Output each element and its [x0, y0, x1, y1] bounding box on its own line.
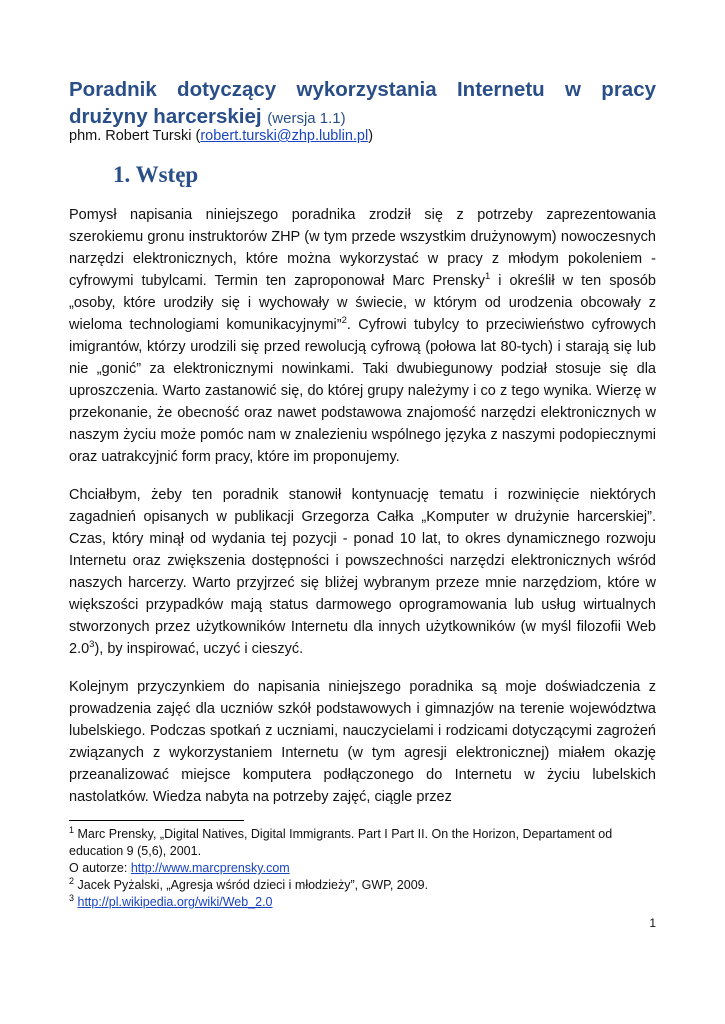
author-suffix: ) [368, 128, 374, 144]
footnotes-section [69, 826, 656, 911]
document-title [69, 76, 656, 132]
paragraph-continuation [69, 484, 656, 660]
footnote-2 [69, 877, 656, 894]
footnote-separator [69, 820, 244, 821]
footnote-text: Marc Prensky, „Digital Natives, Digital Immigrants. Part I Part II. On the Horizon, Departament od education 9 (5,6), 2001. [69, 827, 613, 858]
footnote-1-author [69, 860, 656, 877]
footnote-author-label: O autorze: [69, 861, 131, 875]
section-heading: 1. Wstęp [113, 162, 199, 187]
document-title-main: Poradnik dotyczący wykorzystania Internetu w pracy drużyny harcerskiej [69, 78, 656, 128]
paragraph-text: Pomysł napisania niniejszego poradnika zrodził się z potrzeby zaprezentowania szerokiemu gronu instruktorów ZHP (w tym przede wszystkim drużynowym) nowoczesnych narzędzi elektronicznych, które można wykorzystać w pracy z młodym pokoleniem - cyfrowymi tubylcami. Termin ten zaproponował Marc Prensky [69, 207, 656, 289]
footnote-3 [69, 894, 656, 911]
wikipedia-web20-link[interactable]: http://pl.wikipedia.org/wiki/Web_2.0 [77, 895, 273, 909]
document-version: (wersja 1.1) [267, 110, 346, 127]
prensky-link[interactable]: http://www.marcprensky.com [130, 861, 290, 875]
footnote-ref-2[interactable]: 2 [341, 315, 347, 327]
paragraph-text: Kolejnym przyczynkiem do napisania niniejszego poradnika są moje doświadczenia z prowadzenia zajęć dla uczniów szkół podstawowych i gimnazjów na terenie województwa lubelskiego. Podczas spotkań z uczniami, nauczycielami i rodzicami dotyczącymi zagrożeń związanych z wykorzystaniem Internetu (w tym agresji elektronicznej) miałem okazję przeanalizować miejsce komputera podłączonego do Internetu w życiu lubelskich nastolatków. Wiedza nabyta na potrzeby zajęć, ciągle przez [69, 679, 656, 805]
footnote-number: 3 [69, 892, 75, 903]
footnote-number: 1 [69, 824, 75, 835]
paragraph-text: . Cyfrowi tubylcy to przeciwieństwo cyfrowych imigrantów, którzy urodzili się przed rewolucją cyfrową (połowa lat 80-tych) i starają się lub nie „gonić” za elektronicznymi nowinkami. Taki dwubiegunowy podział stosuje się dla uproszczenia. Warto zastanowić się, do której grupy należymy i co z tego wynika. Wierzę w przekonanie, że obecność oraz nawet podstawowa znajomość narzędzi elektronicznych w naszym życiu może pomóc nam w znalezieniu wspólnego języka z naszymi podopiecznymi oraz uatrakcyjnić form pracy, które im proponujemy. [69, 317, 657, 465]
footnote-text: Jacek Pyżalski, „Agresja wśród dzieci i młodzieży”, GWP, 2009. [74, 878, 429, 892]
paragraph-intro [69, 204, 656, 468]
page-number: 1 [649, 916, 656, 930]
footnote-ref-1[interactable]: 1 [484, 271, 491, 283]
footnote-1 [69, 826, 656, 860]
paragraph-text: Chciałbym, żeby ten poradnik stanowił kontynuację tematu i rozwinięcie niektórych zagadnień opisanych w publikacji Grzegorza Całka „Komputer w drużynie harcerskiej”. Czas, który minął od wydania tej pozycji - ponad 10 lat, to okres dynamicznego rozwoju Internetu oraz zwiększenia dostępności i powszechności narzędzi elektronicznych wśród naszych harcerzy. Warto przyjrzeć się bliżej wybranym przeze mnie narzędziom, które w większości przypadków mają status darmowego oprogramowania lub usług wirtualnych stworzonych przez użytkowników Internetu dla innych użytkowników (w myśl filozofii Web 2.0 [69, 487, 656, 657]
paragraph-experience [69, 676, 656, 808]
paragraph-text: i określił w ten sposób „osoby, które urodziły się i wychowały w świecie, w którym od urodzenia obcowały z wieloma technologiami komunikacyjnymi” [69, 273, 656, 333]
author-line [69, 126, 373, 146]
paragraph-text: ), by inspirować, uczyć i cieszyć. [94, 641, 304, 657]
footnote-ref-3[interactable]: 3 [89, 639, 95, 651]
author-name: phm. Robert Turski ( [69, 128, 201, 144]
footnote-number: 2 [69, 875, 75, 886]
author-email-link[interactable]: robert.turski@zhp.lublin.pl [200, 128, 369, 144]
